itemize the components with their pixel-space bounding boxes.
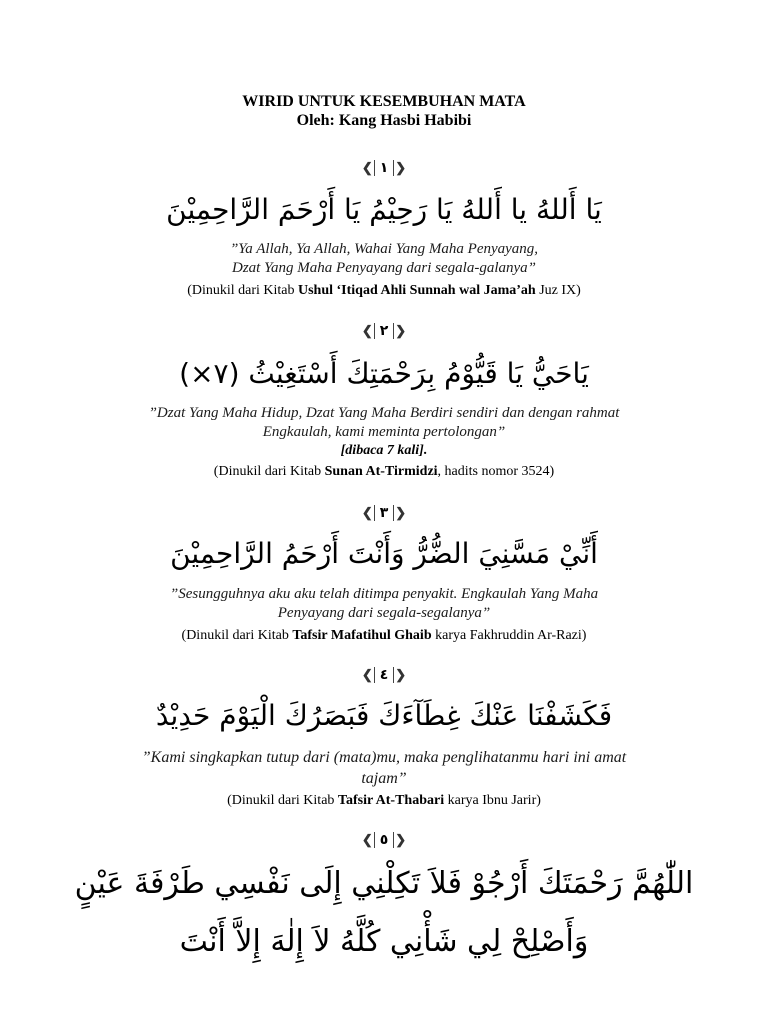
section-5-arabic-line-2: وَأَصْلِحْ لِي شَأْنِي كُلَّهُ لاَ إِلٰهَ إِلاَّ أَنْتَ [179,924,589,959]
section-2-translation-line: ”Dzat Yang Maha Hidup, Dzat Yang Maha Berdiri sendiri dan dengan rahmat [148,405,620,421]
section-3-translation [60,585,708,623]
section-3-number-ornament [334,502,434,524]
section-2-translation-line: Engkaulah, kami meminta pertolongan” [262,424,506,440]
ornament-right-icon: ❯ [395,667,407,682]
section-5-number: ٥ [374,832,395,848]
ornament-right-icon: ❯ [395,323,407,338]
source-suffix: Juz IX) [535,283,581,298]
ornament-left-icon: ❮ [361,832,373,847]
section-1-translation [60,240,708,278]
section-4-translation-line: tajam” [361,770,407,787]
section-1-translation-line: ”Ya Allah, Ya Allah, Wahai Yang Maha Penyayang, [229,241,539,257]
source-prefix: (Dinukil dari Kitab [187,283,298,298]
section-1-arabic: يَا أَللهُ يا أَللهُ يَا رَحِيْمُ يَا أَرْحَمَ الرَّاحِمِيْنَ [166,193,602,226]
section-1-number-ornament [334,157,434,179]
source-prefix: (Dinukil dari Kitab [181,628,293,643]
section-4-translation [40,747,728,789]
document-title: WIRID UNTUK KESEMBUHAN MATA [242,93,526,110]
section-5-number-ornament [334,829,434,851]
section-4-source [0,792,768,810]
section-2-read-note: [dibaca 7 kali]. [340,443,428,458]
source-prefix: (Dinukil dari Kitab [213,464,325,479]
ornament-left-icon: ❮ [361,323,373,338]
section-3-translation-line: ”Sesungguhnya aku aku telah ditimpa penyakit. Engkaulah Yang Maha [169,586,599,602]
section-1-number: ١ [374,160,395,176]
section-2-arabic: يَاحَيُّ يَا قَيُّوْمُ بِرَحْمَتِكَ أَسْتَغِيْثُ (٧×) [179,357,589,390]
section-3-number: ٣ [374,505,395,521]
section-2-number: ٢ [374,323,395,339]
section-1-source [0,282,768,300]
ornament-left-icon: ❮ [361,667,373,682]
section-3-source [0,627,768,645]
section-1-translation-line: Dzat Yang Maha Penyayang dari segala-galanya” [231,260,536,276]
source-book-title: Ushul ‘Itiqad Ahli Sunnah wal Jama’ah [298,283,536,298]
section-2-number-ornament [334,320,434,342]
section-4-number: ٤ [374,667,395,683]
section-3-arabic: أَنِّيْ مَسَّنِيَ الضُّرُّ وَأَنْتَ أَرْحَمُ الرَّاحِمِيْنَ [170,537,598,570]
section-5-arabic-line-1: اللّٰهُمَّ رَحْمَتَكَ أَرْجُوْ فَلاَ تَكِلْنِي إِلَى نَفْسِي طَرْفَةَ عَيْنٍ [74,866,694,901]
source-suffix: , hadits nomor 3524) [437,464,555,479]
ornament-left-icon: ❮ [361,160,373,175]
source-prefix: (Dinukil dari Kitab [227,793,338,808]
ornament-right-icon: ❯ [395,505,407,520]
source-book-title: Tafsir Mafatihul Ghaib [292,628,432,643]
ornament-left-icon: ❮ [361,505,373,520]
section-2-source [0,463,768,481]
section-2-translation [60,404,708,442]
ornament-right-icon: ❯ [395,160,407,175]
section-4-translation-line: ”Kami singkapkan tutup dari (mata)mu, maka penglihatanmu hari ini amat [141,749,627,766]
source-suffix: karya Ibnu Jarir) [444,793,541,808]
source-suffix: karya Fakhruddin Ar-Razi) [431,628,587,643]
source-book-title: Tafsir At-Thabari [337,793,445,808]
source-book-title: Sunan At-Tirmidzi [324,464,438,479]
section-4-arabic: فَكَشَفْنَا عَنْكَ غِطَآءَكَ فَبَصَرُكَ الْيَوْمَ حَدِيْدٌ [155,699,613,732]
document-header [0,92,768,130]
document-author: Oleh: Kang Hasbi Habibi [296,112,472,129]
section-3-translation-line: Penyayang dari segala-segalanya” [277,605,491,621]
section-4-number-ornament [334,664,434,686]
ornament-right-icon: ❯ [395,832,407,847]
